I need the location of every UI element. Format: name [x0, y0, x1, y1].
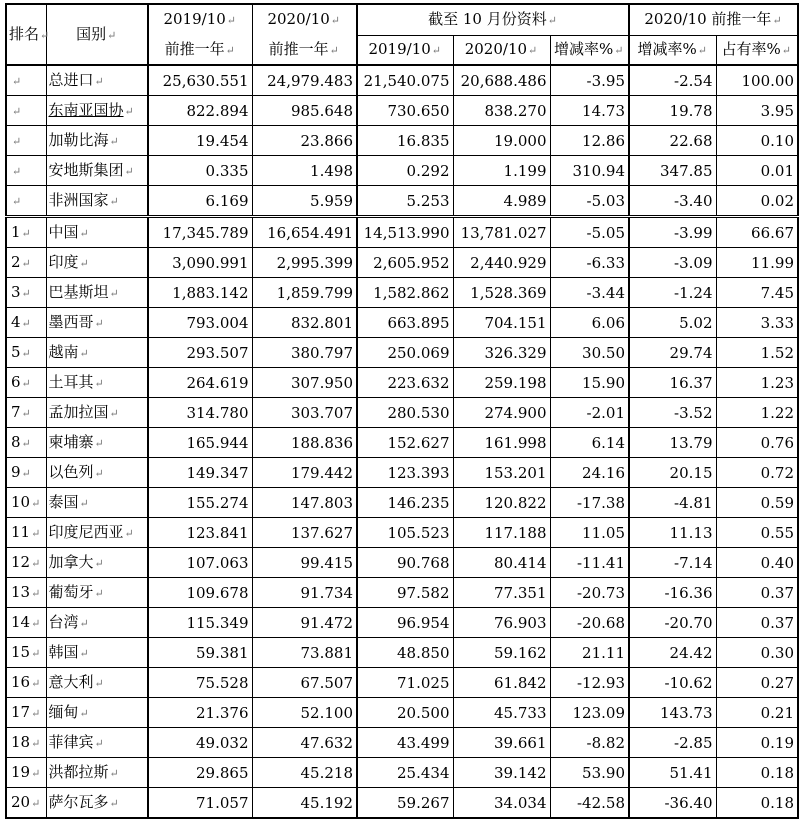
rank-cell: 17↵ — [6, 698, 46, 728]
value-cell-v20: 1,859.799 — [252, 278, 357, 308]
value-cell-y20: 704.151 — [453, 308, 550, 338]
value-cell-y19: 1,582.862 — [357, 278, 453, 308]
value-cell-share: 11.99 — [716, 248, 798, 278]
table-row — [6, 308, 798, 338]
value-cell-y19: 14,513.990 — [357, 217, 453, 248]
value-cell-rchg: 11.13 — [629, 518, 716, 548]
value-cell-share: 0.18 — [716, 788, 798, 819]
header-prev-sub-2020: 前推一年↵ — [252, 36, 357, 66]
value-cell-chg: -20.68 — [550, 608, 629, 638]
value-cell-v19: 822.894 — [148, 96, 252, 126]
table-row — [6, 398, 798, 428]
rank-cell: 19↵ — [6, 758, 46, 788]
value-cell-chg: -6.33 — [550, 248, 629, 278]
value-cell-rchg: 5.02 — [629, 308, 716, 338]
value-cell-y20: 39.661 — [453, 728, 550, 758]
value-cell-y19: 146.235 — [357, 488, 453, 518]
value-cell-share: 7.45 — [716, 278, 798, 308]
value-cell-v19: 29.865 — [148, 758, 252, 788]
rank-cell: 3↵ — [6, 278, 46, 308]
header-prev-sub-2019: 前推一年↵ — [148, 36, 252, 66]
country-cell: 非洲国家↵ — [46, 186, 148, 217]
value-cell-chg: -3.95 — [550, 65, 629, 96]
value-cell-rchg: 13.79 — [629, 428, 716, 458]
table-row — [6, 458, 798, 488]
rank-cell: 20↵ — [6, 788, 46, 819]
value-cell-chg: 6.06 — [550, 308, 629, 338]
value-cell-v20: 2,995.399 — [252, 248, 357, 278]
value-cell-v20: 5.959 — [252, 186, 357, 217]
value-cell-v20: 73.881 — [252, 638, 357, 668]
rank-cell: 7↵ — [6, 398, 46, 428]
value-cell-y20: 19.000 — [453, 126, 550, 156]
value-cell-y19: 0.292 — [357, 156, 453, 186]
value-cell-y19: 663.895 — [357, 308, 453, 338]
value-cell-v19: 59.381 — [148, 638, 252, 668]
value-cell-y20: 77.351 — [453, 578, 550, 608]
value-cell-v19: 25,630.551 — [148, 65, 252, 96]
table-row — [6, 428, 798, 458]
rank-cell: 9↵ — [6, 458, 46, 488]
value-cell-y20: 34.034 — [453, 788, 550, 819]
value-cell-share: 0.01 — [716, 156, 798, 186]
country-cell: 越南↵ — [46, 338, 148, 368]
value-cell-share: 1.22 — [716, 398, 798, 428]
value-cell-v19: 49.032 — [148, 728, 252, 758]
value-cell-chg: -8.82 — [550, 728, 629, 758]
value-cell-v19: 17,345.789 — [148, 217, 252, 248]
country-cell: 韩国↵ — [46, 638, 148, 668]
value-cell-v20: 147.803 — [252, 488, 357, 518]
table-row — [6, 338, 798, 368]
value-cell-v19: 21.376 — [148, 698, 252, 728]
rank-cell: ↵ — [6, 156, 46, 186]
value-cell-y20: 59.162 — [453, 638, 550, 668]
value-cell-chg: 123.09 — [550, 698, 629, 728]
value-cell-rchg: 19.78 — [629, 96, 716, 126]
rank-cell: ↵ — [6, 186, 46, 217]
value-cell-rchg: -2.54 — [629, 65, 716, 96]
country-cell: 土耳其↵ — [46, 368, 148, 398]
header-right-share: 占有率%↵ — [716, 36, 798, 66]
value-cell-v20: 380.797 — [252, 338, 357, 368]
country-cell: 萨尔瓦多↵ — [46, 788, 148, 819]
value-cell-rchg: -20.70 — [629, 608, 716, 638]
value-cell-chg: 11.05 — [550, 518, 629, 548]
value-cell-share: 0.76 — [716, 428, 798, 458]
value-cell-share: 0.40 — [716, 548, 798, 578]
value-cell-y19: 152.627 — [357, 428, 453, 458]
value-cell-v19: 123.841 — [148, 518, 252, 548]
value-cell-y19: 59.267 — [357, 788, 453, 819]
header-prev-2019: 2019/10↵ — [148, 4, 252, 36]
header-prev-2020: 2020/10↵ — [252, 4, 357, 36]
country-cell: 台湾↵ — [46, 608, 148, 638]
table-row — [6, 548, 798, 578]
value-cell-y20: 76.903 — [453, 608, 550, 638]
value-cell-rchg: -36.40 — [629, 788, 716, 819]
value-cell-y19: 25.434 — [357, 758, 453, 788]
value-cell-v20: 1.498 — [252, 156, 357, 186]
table-row — [6, 217, 798, 248]
value-cell-y20: 4.989 — [453, 186, 550, 217]
value-cell-y20: 838.270 — [453, 96, 550, 126]
value-cell-rchg: -16.36 — [629, 578, 716, 608]
value-cell-y20: 13,781.027 — [453, 217, 550, 248]
value-cell-v19: 264.619 — [148, 368, 252, 398]
value-cell-v19: 149.347 — [148, 458, 252, 488]
value-cell-v19: 109.678 — [148, 578, 252, 608]
value-cell-share: 0.10 — [716, 126, 798, 156]
value-cell-y19: 43.499 — [357, 728, 453, 758]
table-row — [6, 668, 798, 698]
value-cell-y20: 161.998 — [453, 428, 550, 458]
country-cell: 葡萄牙↵ — [46, 578, 148, 608]
value-cell-chg: 24.16 — [550, 458, 629, 488]
value-cell-v20: 179.442 — [252, 458, 357, 488]
value-cell-chg: -42.58 — [550, 788, 629, 819]
value-cell-chg: -5.03 — [550, 186, 629, 217]
value-cell-y19: 71.025 — [357, 668, 453, 698]
rank-cell: 1↵ — [6, 217, 46, 248]
country-cell: 柬埔寨↵ — [46, 428, 148, 458]
value-cell-y19: 2,605.952 — [357, 248, 453, 278]
value-cell-share: 0.27 — [716, 668, 798, 698]
group-row — [6, 126, 798, 156]
table-row — [6, 278, 798, 308]
value-cell-v20: 303.707 — [252, 398, 357, 428]
value-cell-v20: 67.507 — [252, 668, 357, 698]
value-cell-share: 0.02 — [716, 186, 798, 217]
value-cell-rchg: -3.99 — [629, 217, 716, 248]
value-cell-y19: 21,540.075 — [357, 65, 453, 96]
value-cell-chg: -2.01 — [550, 398, 629, 428]
value-cell-v20: 99.415 — [252, 548, 357, 578]
value-cell-chg: -12.93 — [550, 668, 629, 698]
country-cell: 巴基斯坦↵ — [46, 278, 148, 308]
value-cell-share: 0.30 — [716, 638, 798, 668]
header-country: 国别↵ — [46, 4, 148, 65]
country-cell: 菲律宾↵ — [46, 728, 148, 758]
value-cell-v19: 165.944 — [148, 428, 252, 458]
value-cell-share: 0.37 — [716, 578, 798, 608]
value-cell-y19: 730.650 — [357, 96, 453, 126]
value-cell-v20: 24,979.483 — [252, 65, 357, 96]
value-cell-share: 3.95 — [716, 96, 798, 126]
value-cell-v19: 314.780 — [148, 398, 252, 428]
value-cell-share: 0.18 — [716, 758, 798, 788]
country-cell: 东南亚国协↵ — [46, 96, 148, 126]
table-row — [6, 758, 798, 788]
group-row — [6, 65, 798, 96]
value-cell-rchg: 29.74 — [629, 338, 716, 368]
value-cell-v19: 107.063 — [148, 548, 252, 578]
value-cell-v19: 793.004 — [148, 308, 252, 338]
header-rank: 排名↵ — [6, 4, 46, 65]
value-cell-v19: 3,090.991 — [148, 248, 252, 278]
rank-cell: 10↵ — [6, 488, 46, 518]
header-ytd-change: 增减率%↵ — [550, 36, 629, 66]
value-cell-y19: 105.523 — [357, 518, 453, 548]
value-cell-rchg: 16.37 — [629, 368, 716, 398]
value-cell-rchg: 143.73 — [629, 698, 716, 728]
header-right-change: 增减率%↵ — [629, 36, 716, 66]
value-cell-y20: 39.142 — [453, 758, 550, 788]
rank-cell: ↵ — [6, 65, 46, 96]
value-cell-chg: 53.90 — [550, 758, 629, 788]
group-row — [6, 156, 798, 186]
value-cell-y20: 20,688.486 — [453, 65, 550, 96]
header-right-group: 2020/10 前推一年↵ — [629, 4, 798, 36]
value-cell-y19: 250.069 — [357, 338, 453, 368]
country-cell: 泰国↵ — [46, 488, 148, 518]
value-cell-v19: 19.454 — [148, 126, 252, 156]
rank-cell: 11↵ — [6, 518, 46, 548]
value-cell-v20: 23.866 — [252, 126, 357, 156]
country-cell: 安地斯集团↵ — [46, 156, 148, 186]
value-cell-rchg: 51.41 — [629, 758, 716, 788]
value-cell-v20: 307.950 — [252, 368, 357, 398]
table-row — [6, 578, 798, 608]
value-cell-rchg: -7.14 — [629, 548, 716, 578]
import-statistics-table — [5, 3, 799, 819]
value-cell-y20: 1.199 — [453, 156, 550, 186]
value-cell-v20: 137.627 — [252, 518, 357, 548]
value-cell-y20: 61.842 — [453, 668, 550, 698]
value-cell-v20: 188.836 — [252, 428, 357, 458]
value-cell-y20: 153.201 — [453, 458, 550, 488]
table-row — [6, 518, 798, 548]
header-ytd-2020: 2020/10↵ — [453, 36, 550, 66]
value-cell-share: 0.59 — [716, 488, 798, 518]
value-cell-share: 100.00 — [716, 65, 798, 96]
value-cell-chg: -20.73 — [550, 578, 629, 608]
value-cell-y19: 123.393 — [357, 458, 453, 488]
header-ytd-group: 截至 10 月份资料↵ — [357, 4, 629, 36]
value-cell-chg: 15.90 — [550, 368, 629, 398]
value-cell-chg: -3.44 — [550, 278, 629, 308]
value-cell-y20: 2,440.929 — [453, 248, 550, 278]
value-cell-rchg: -4.81 — [629, 488, 716, 518]
table-row — [6, 788, 798, 819]
value-cell-share: 0.21 — [716, 698, 798, 728]
value-cell-v20: 91.472 — [252, 608, 357, 638]
value-cell-y20: 120.822 — [453, 488, 550, 518]
rank-cell: 12↵ — [6, 548, 46, 578]
value-cell-v19: 75.528 — [148, 668, 252, 698]
country-cell: 以色列↵ — [46, 458, 148, 488]
value-cell-v19: 0.335 — [148, 156, 252, 186]
value-cell-v20: 91.734 — [252, 578, 357, 608]
country-cell: 中国↵ — [46, 217, 148, 248]
table-row — [6, 698, 798, 728]
rank-cell: 16↵ — [6, 668, 46, 698]
country-cell: 加拿大↵ — [46, 548, 148, 578]
table-row — [6, 608, 798, 638]
value-cell-chg: 14.73 — [550, 96, 629, 126]
value-cell-share: 3.33 — [716, 308, 798, 338]
value-cell-rchg: -3.52 — [629, 398, 716, 428]
value-cell-y19: 48.850 — [357, 638, 453, 668]
value-cell-v19: 71.057 — [148, 788, 252, 819]
value-cell-chg: -11.41 — [550, 548, 629, 578]
table-row — [6, 638, 798, 668]
value-cell-chg: 21.11 — [550, 638, 629, 668]
country-cell: 墨西哥↵ — [46, 308, 148, 338]
value-cell-y19: 90.768 — [357, 548, 453, 578]
table-row — [6, 728, 798, 758]
country-cell: 孟加拉国↵ — [46, 398, 148, 428]
rank-cell: 8↵ — [6, 428, 46, 458]
country-cell: 总进口↵ — [46, 65, 148, 96]
rank-cell: 15↵ — [6, 638, 46, 668]
country-cell: 意大利↵ — [46, 668, 148, 698]
country-cell: 洪都拉斯↵ — [46, 758, 148, 788]
value-cell-v19: 155.274 — [148, 488, 252, 518]
value-cell-share: 0.55 — [716, 518, 798, 548]
rank-cell: 13↵ — [6, 578, 46, 608]
value-cell-y19: 97.582 — [357, 578, 453, 608]
rank-cell: 5↵ — [6, 338, 46, 368]
value-cell-v19: 1,883.142 — [148, 278, 252, 308]
country-cell: 缅甸↵ — [46, 698, 148, 728]
value-cell-y20: 117.188 — [453, 518, 550, 548]
value-cell-share: 0.72 — [716, 458, 798, 488]
value-cell-chg: -17.38 — [550, 488, 629, 518]
value-cell-chg: 6.14 — [550, 428, 629, 458]
value-cell-y20: 259.198 — [453, 368, 550, 398]
value-cell-rchg: -3.40 — [629, 186, 716, 217]
value-cell-chg: -5.05 — [550, 217, 629, 248]
value-cell-v20: 985.648 — [252, 96, 357, 126]
table-row — [6, 248, 798, 278]
value-cell-chg: 12.86 — [550, 126, 629, 156]
value-cell-share: 66.67 — [716, 217, 798, 248]
value-cell-v19: 6.169 — [148, 186, 252, 217]
value-cell-rchg: -1.24 — [629, 278, 716, 308]
rank-cell: ↵ — [6, 96, 46, 126]
value-cell-y20: 274.900 — [453, 398, 550, 428]
rank-cell: 18↵ — [6, 728, 46, 758]
value-cell-rchg: 22.68 — [629, 126, 716, 156]
value-cell-y19: 96.954 — [357, 608, 453, 638]
value-cell-v20: 47.632 — [252, 728, 357, 758]
value-cell-share: 1.52 — [716, 338, 798, 368]
value-cell-y20: 45.733 — [453, 698, 550, 728]
country-cell: 加勒比海↵ — [46, 126, 148, 156]
rank-cell: ↵ — [6, 126, 46, 156]
value-cell-chg: 30.50 — [550, 338, 629, 368]
rank-cell: 6↵ — [6, 368, 46, 398]
value-cell-rchg: 20.15 — [629, 458, 716, 488]
value-cell-share: 0.37 — [716, 608, 798, 638]
header-ytd-2019: 2019/10↵ — [357, 36, 453, 66]
table-row — [6, 368, 798, 398]
value-cell-v19: 293.507 — [148, 338, 252, 368]
value-cell-rchg: -2.85 — [629, 728, 716, 758]
table-row — [6, 488, 798, 518]
value-cell-y20: 326.329 — [453, 338, 550, 368]
value-cell-rchg: -10.62 — [629, 668, 716, 698]
country-cell: 印度↵ — [46, 248, 148, 278]
value-cell-y19: 223.632 — [357, 368, 453, 398]
value-cell-chg: 310.94 — [550, 156, 629, 186]
value-cell-y19: 280.530 — [357, 398, 453, 428]
value-cell-y20: 80.414 — [453, 548, 550, 578]
value-cell-rchg: 347.85 — [629, 156, 716, 186]
value-cell-v20: 45.218 — [252, 758, 357, 788]
value-cell-v20: 16,654.491 — [252, 217, 357, 248]
value-cell-v19: 115.349 — [148, 608, 252, 638]
value-cell-v20: 52.100 — [252, 698, 357, 728]
country-cell: 印度尼西亚↵ — [46, 518, 148, 548]
rank-cell: 4↵ — [6, 308, 46, 338]
value-cell-rchg: -3.09 — [629, 248, 716, 278]
value-cell-y19: 16.835 — [357, 126, 453, 156]
group-row — [6, 96, 798, 126]
value-cell-y19: 20.500 — [357, 698, 453, 728]
rank-cell: 14↵ — [6, 608, 46, 638]
value-cell-y19: 5.253 — [357, 186, 453, 217]
value-cell-v20: 45.192 — [252, 788, 357, 819]
value-cell-share: 0.19 — [716, 728, 798, 758]
value-cell-v20: 832.801 — [252, 308, 357, 338]
rank-cell: 2↵ — [6, 248, 46, 278]
value-cell-rchg: 24.42 — [629, 638, 716, 668]
value-cell-y20: 1,528.369 — [453, 278, 550, 308]
value-cell-share: 1.23 — [716, 368, 798, 398]
group-row — [6, 186, 798, 217]
